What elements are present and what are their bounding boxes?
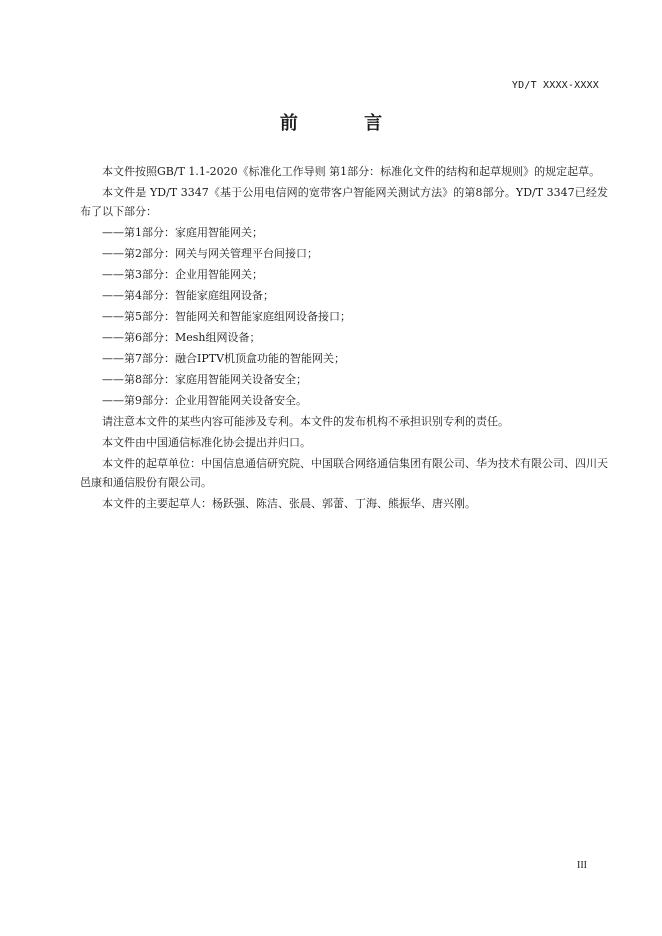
part-item-4: ——第4部分：智能家庭组网设备； bbox=[102, 289, 274, 302]
paragraph-drafting-rules: 本文件按照GB/T 1.1-2020《标准化工作导则 第1部分：标准化文件的结构和起草规则》的规定起草。 bbox=[102, 165, 601, 178]
parts-list bbox=[80, 223, 608, 410]
foreword-body bbox=[80, 162, 608, 515]
page-number: III bbox=[577, 860, 587, 871]
part-item-5: ——第5部分：智能网关和智能家庭组网设备接口； bbox=[102, 310, 351, 323]
part-item-2: ——第2部分：网关与网关管理平台间接口； bbox=[102, 247, 318, 260]
page-title: 前 言 bbox=[279, 113, 413, 134]
paragraph-series-intro: 本文件是 YD/T 3347《基于公用电信网的宽带客户智能网关测试方法》的第8部分。YD/T 3347已经发布了以下部分： bbox=[80, 186, 608, 218]
part-item-3: ——第3部分：企业用智能网关； bbox=[102, 268, 263, 281]
document-code: YD/T XXXX-XXXX bbox=[511, 80, 599, 91]
part-item-1: ——第1部分：家庭用智能网关； bbox=[102, 226, 263, 239]
paragraph-drafters: 本文件的主要起草人：杨跃强、陈洁、张晨、郭蕾、丁海、熊振华、唐兴刚。 bbox=[102, 497, 476, 510]
part-item-6: ——第6部分：Mesh组网设备； bbox=[102, 331, 261, 344]
paragraph-patent-notice: 请注意本文件的某些内容可能涉及专利。本文件的发布机构不承担识别专利的责任。 bbox=[102, 415, 509, 428]
part-item-8: ——第8部分：家庭用智能网关设备安全； bbox=[102, 373, 307, 386]
part-item-7: ——第7部分：融合IPTV机顶盒功能的智能网关； bbox=[102, 352, 346, 365]
paragraph-drafting-units: 本文件的起草单位：中国信息通信研究院、中国联合网络通信集团有限公司、华为技术有限公司、四川天邑康和通信股份有限公司。 bbox=[80, 457, 608, 489]
part-item-9: ——第9部分：企业用智能网关设备安全。 bbox=[102, 394, 307, 407]
paragraph-proposer: 本文件由中国通信标准化协会提出并归口。 bbox=[102, 436, 311, 449]
